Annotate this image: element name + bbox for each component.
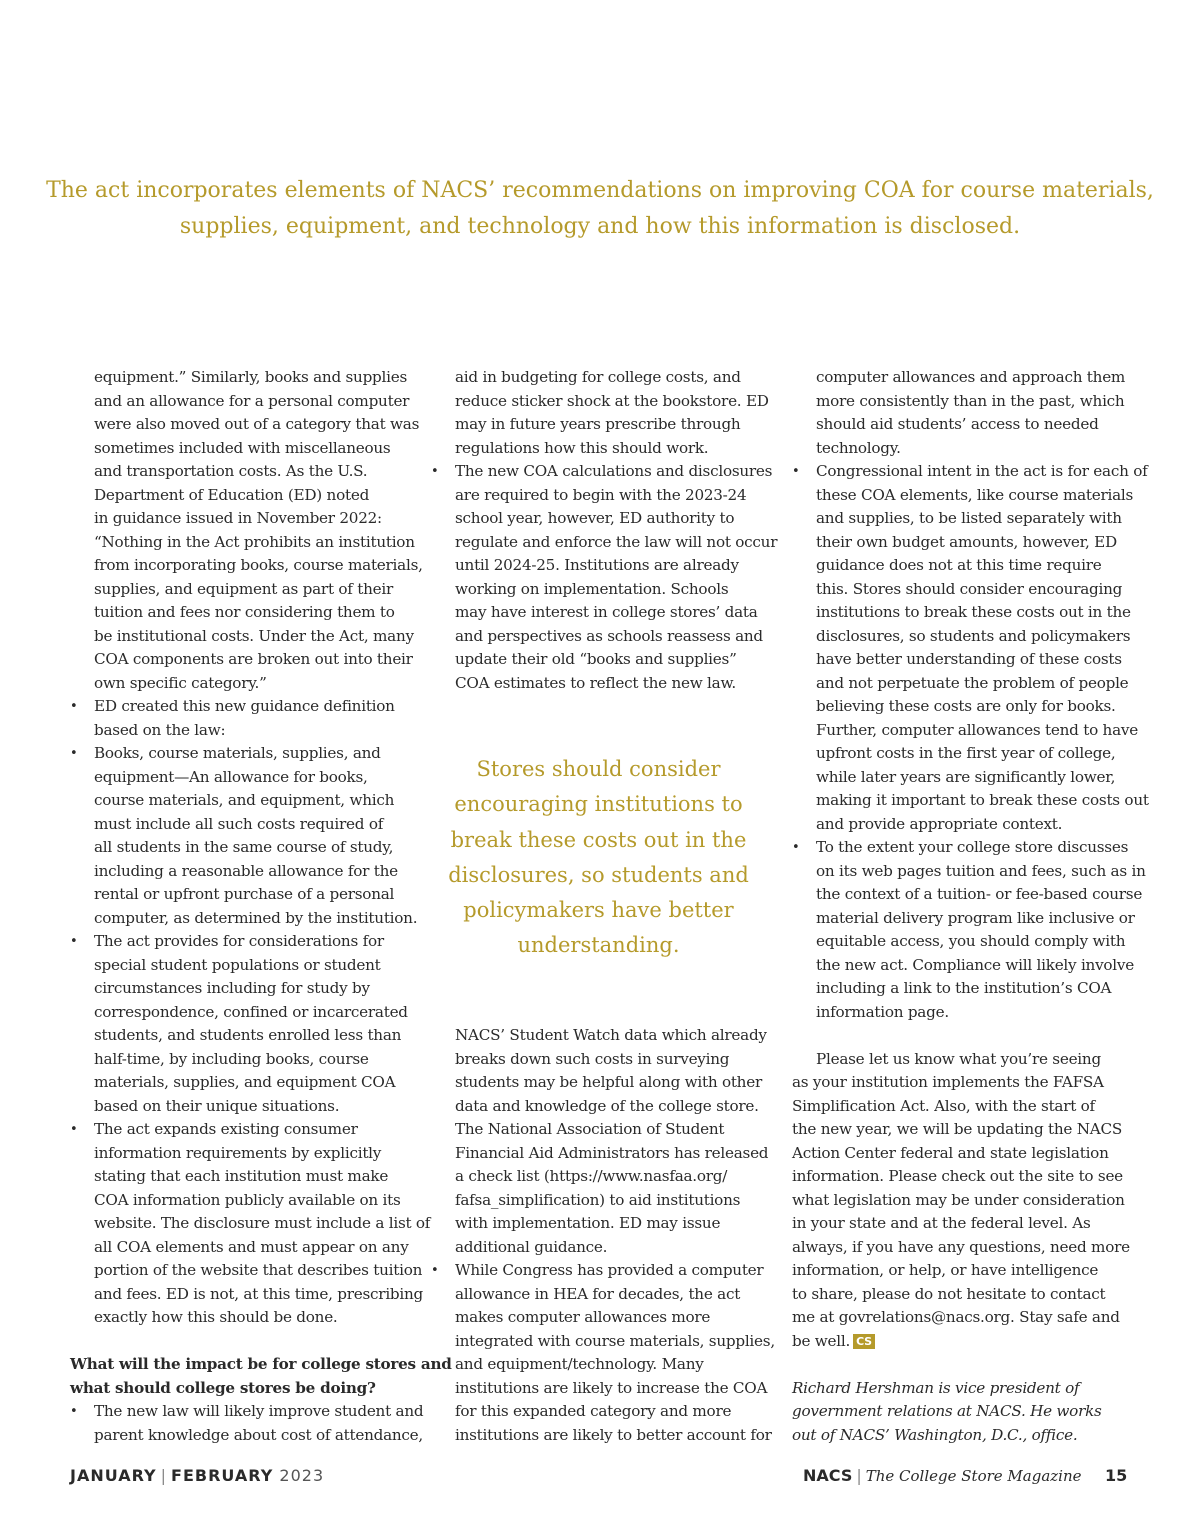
text-line: me at govrelations@nacs.org. Stay safe and (792, 1308, 1120, 1326)
bullet-line: • The act provides for considerations for (70, 930, 415, 954)
text-line: the new act. Compliance will likely involve (816, 955, 1134, 974)
text-line: and supplies, to be listed separately with (816, 509, 1122, 527)
pull-quote-line: encouraging institutions to (454, 792, 743, 817)
text-line: Further, computer allowances tend to have (816, 720, 1138, 739)
bullet-line: • ED created this new guidance definition (70, 695, 415, 719)
paragraph-gap (431, 719, 766, 743)
text-line: the context of a tuition- or fee-based course (816, 885, 1143, 903)
bullet-line: • Congressional intent in the act is for each of (792, 460, 1137, 484)
pull-quote-line: disclosures, so students and (448, 862, 749, 887)
pull-quote-line: break these costs out in the (450, 827, 747, 852)
text-line: NACS’ Student Watch data which already (455, 1026, 767, 1044)
text-line: and provide appropriate context. (816, 814, 1063, 833)
text-line: disclosures, so students and policymakers (816, 626, 1131, 645)
footer-separator: | (160, 1466, 168, 1485)
issue-month: JANUARY (70, 1466, 157, 1485)
text-line: and fees. ED is not, at this time, prescribing (94, 1284, 424, 1303)
text-line: these COA elements, like course materials (816, 485, 1134, 504)
text-line: may have interest in college stores’ data (455, 603, 758, 621)
paragraph-gap (431, 695, 766, 719)
top-pull-quote-line: supplies, equipment, and technology and how this information is disclosed. (179, 214, 1021, 239)
article-column-1 (70, 366, 452, 1447)
text-line: equipment—An allowance for books, (94, 767, 368, 786)
article-column-3 (792, 366, 1149, 1447)
text-line: breaks down such costs in surveying (455, 1049, 730, 1068)
text-line: to share, please do not hesitate to contact (792, 1284, 1106, 1303)
text-line: school year, however, ED authority to (455, 509, 735, 527)
issue-year: 2023 (279, 1466, 325, 1485)
text-line: aid in budgeting for college costs, and (455, 368, 741, 386)
text-line: information, or help, or have intelligence (792, 1261, 1099, 1279)
text-line: more consistently than in the past, which (816, 391, 1125, 410)
text-line: institutions are likely to increase the COA (455, 1378, 768, 1397)
text-line: course materials, and equipment, which (94, 791, 395, 809)
top-pull-quote-line: The act incorporates elements of NACS’ recommendations on improving COA for course materials, (46, 178, 1154, 203)
text-line: have better understanding of these costs (816, 650, 1122, 668)
text-line: institutions are likely to better account for (455, 1425, 772, 1444)
text-line: this. Stores should consider encouraging (816, 579, 1123, 598)
text-line: in guidance issued in November 2022: (94, 509, 382, 527)
top-pull-quote (40, 173, 1160, 245)
text-line: Simplification Act. Also, with the start of (792, 1096, 1095, 1115)
text-line: upfront costs in the first year of college, (816, 744, 1116, 762)
text-line: COA components are broken out into their (94, 650, 413, 668)
footer-separator: | (856, 1466, 862, 1485)
paragraph-gap (431, 977, 766, 1001)
text-line: with implementation. ED may issue (455, 1214, 721, 1232)
closing-line (792, 1330, 1137, 1354)
text-line: COA information publicly available on its (94, 1190, 401, 1209)
text-line: equipment.” Similarly, books and supplies (94, 368, 408, 386)
text-line: in your state and at the federal level. As (792, 1214, 1091, 1232)
text-line: as your institution implements the FAFSA (792, 1073, 1104, 1091)
text-line: computer, as determined by the institution. (94, 908, 418, 927)
text-line: and an allowance for a personal computer (94, 391, 410, 410)
paragraph-gap (792, 1353, 1137, 1377)
text-line: based on their unique situations. (94, 1096, 340, 1115)
footer-issue-date (70, 1466, 324, 1485)
text-line: from incorporating books, course materials, (94, 556, 423, 574)
text-line: including a link to the institution’s COA (816, 979, 1112, 997)
text-line: portion of the website that describes tuition (94, 1261, 423, 1279)
paragraph-gap (431, 1001, 766, 1025)
cs-end-mark: CS (853, 1334, 875, 1349)
text-line: regulations how this should work. (455, 438, 709, 457)
text-line: equitable access, you should comply with (816, 932, 1126, 950)
nacs-brand: NACS (803, 1466, 853, 1485)
author-bio-line: government relations at NACS. He works (792, 1402, 1102, 1420)
text-line: data and knowledge of the college store. (455, 1096, 759, 1115)
text-line: were also moved out of a category that was (94, 415, 420, 433)
text-line: and equipment/technology. Many (455, 1355, 704, 1373)
text-line: must include all such costs required of (94, 814, 384, 833)
text-line: materials, supplies, and equipment COA (94, 1073, 396, 1091)
bullet-line: • The act expands existing consumer (70, 1118, 415, 1142)
text-line: and not perpetuate the problem of people (816, 673, 1129, 692)
text-line: are required to begin with the 2023-24 (455, 485, 747, 504)
text-line: believing these costs are only for books. (816, 697, 1116, 715)
text-line: “Nothing in the Act prohibits an institution (94, 532, 415, 551)
text-line: makes computer allowances more (455, 1308, 711, 1326)
text-line: rental or upfront purchase of a personal (94, 885, 395, 903)
text-line: information. Please check out the site to see (792, 1167, 1123, 1185)
text-line: technology. (816, 438, 901, 457)
text-line: should aid students’ access to needed (816, 415, 1099, 433)
text-line: half-time, by including books, course (94, 1049, 369, 1068)
text-line: special student populations or student (94, 955, 381, 974)
text-line: working on implementation. Schools (455, 579, 729, 598)
paragraph-gap (792, 1024, 1137, 1048)
text-line: additional guidance. (455, 1237, 608, 1256)
author-bio-line: Richard Hershman is vice president of (792, 1378, 1080, 1397)
text-line: computer allowances and approach them (816, 368, 1126, 386)
bullet-line: • Books, course materials, supplies, and (70, 742, 415, 766)
text-line: always, if you have any questions, need more (792, 1237, 1130, 1256)
text-line: correspondence, confined or incarcerated (94, 1002, 408, 1021)
bullet-line: • The new law will likely improve student and (70, 1400, 415, 1424)
text-line: supplies, and equipment as part of their (94, 579, 393, 598)
pull-quote-line: policymakers have better (463, 898, 734, 923)
text-line: website. The disclosure must include a list of (94, 1214, 431, 1232)
text-line: reduce sticker shock at the bookstore. ED (455, 391, 769, 410)
text-line: Action Center federal and state legislation (792, 1143, 1109, 1162)
text-line: Financial Aid Administrators has released (455, 1143, 769, 1162)
text-line: guidance does not at this time require (816, 556, 1102, 574)
text-line: while later years are significantly lower, (816, 767, 1116, 786)
bullet-line: • To the extent your college store discusses (792, 836, 1137, 860)
pull-quote-line: understanding. (517, 933, 680, 958)
text-line: students, and students enrolled less than (94, 1026, 402, 1044)
text-line: based on the law: (94, 720, 226, 739)
text-line: update their old “books and supplies” (455, 650, 737, 668)
text-line: a check list (https://www.nasfaa.org/ (455, 1167, 728, 1185)
text-line: regulate and enforce the law will not occur (455, 532, 778, 551)
footer-publication (803, 1466, 1082, 1485)
text-line: circumstances including for study by (94, 979, 370, 997)
magazine-title: The College Store Magazine (865, 1467, 1082, 1485)
text-line: integrated with course materials, supplies, (455, 1331, 775, 1350)
text-line: all COA elements and must appear on any (94, 1237, 409, 1256)
text-line: information page. (816, 1002, 949, 1021)
pull-quote-line: Stores should consider (476, 757, 721, 781)
text-line: material delivery program like inclusive or (816, 908, 1135, 927)
text-line: Please let us know what you’re seeing (816, 1049, 1101, 1068)
text-line: be well. (792, 1331, 851, 1350)
text-line: institutions to break these costs out in the (816, 603, 1131, 621)
text-line: COA estimates to reflect the new law. (455, 673, 736, 692)
text-line: what legislation may be under consideration (792, 1190, 1125, 1209)
text-line: students may be helpful along with other (455, 1073, 762, 1091)
text-line: may in future years prescribe through (455, 415, 741, 433)
bullet-line: • The new COA calculations and disclosures (431, 460, 766, 484)
text-line: exactly how this should be done. (94, 1308, 338, 1326)
text-line: and perspectives as schools reassess and (455, 626, 763, 645)
text-line: own specific category.” (94, 673, 267, 692)
subheading-line: What will the impact be for college stores and (70, 1355, 452, 1373)
text-line: Department of Education (ED) noted (94, 485, 370, 504)
subheading-line: what should college stores be doing? (70, 1378, 376, 1397)
text-line: on its web pages tuition and fees, such as in (816, 861, 1146, 880)
page-number: 15 (1105, 1466, 1128, 1485)
text-line: stating that each institution must make (94, 1167, 389, 1185)
text-line: parent knowledge about cost of attendance, (94, 1425, 423, 1444)
bullet-line: • While Congress has provided a computer (431, 1259, 766, 1283)
text-line: for this expanded category and more (455, 1402, 732, 1420)
text-line: tuition and fees nor considering them to (94, 603, 395, 621)
text-line: allowance in HEA for decades, the act (455, 1284, 741, 1303)
text-line: The National Association of Student (455, 1120, 725, 1138)
text-line: fafsa_simplification) to aid institutions (455, 1190, 741, 1209)
text-line: be institutional costs. Under the Act, many (94, 626, 414, 645)
paragraph-gap (70, 1330, 415, 1354)
text-line: including a reasonable allowance for the (94, 861, 398, 880)
text-line: sometimes included with miscellaneous (94, 438, 391, 457)
text-line: and transportation costs. As the U.S. (94, 462, 368, 480)
author-bio-line: out of NACS’ Washington, D.C., office. (792, 1425, 1078, 1444)
middle-pull-quote (431, 752, 766, 964)
text-line: their own budget amounts, however, ED (816, 532, 1117, 551)
text-line: information requirements by explicitly (94, 1143, 382, 1162)
text-line: the new year, we will be updating the NACS (792, 1120, 1122, 1138)
text-line: all students in the same course of study, (94, 838, 394, 856)
text-line: until 2024-25. Institutions are already (455, 556, 739, 574)
text-line: making it important to break these costs out (816, 791, 1149, 809)
issue-month: FEBRUARY (171, 1466, 274, 1485)
